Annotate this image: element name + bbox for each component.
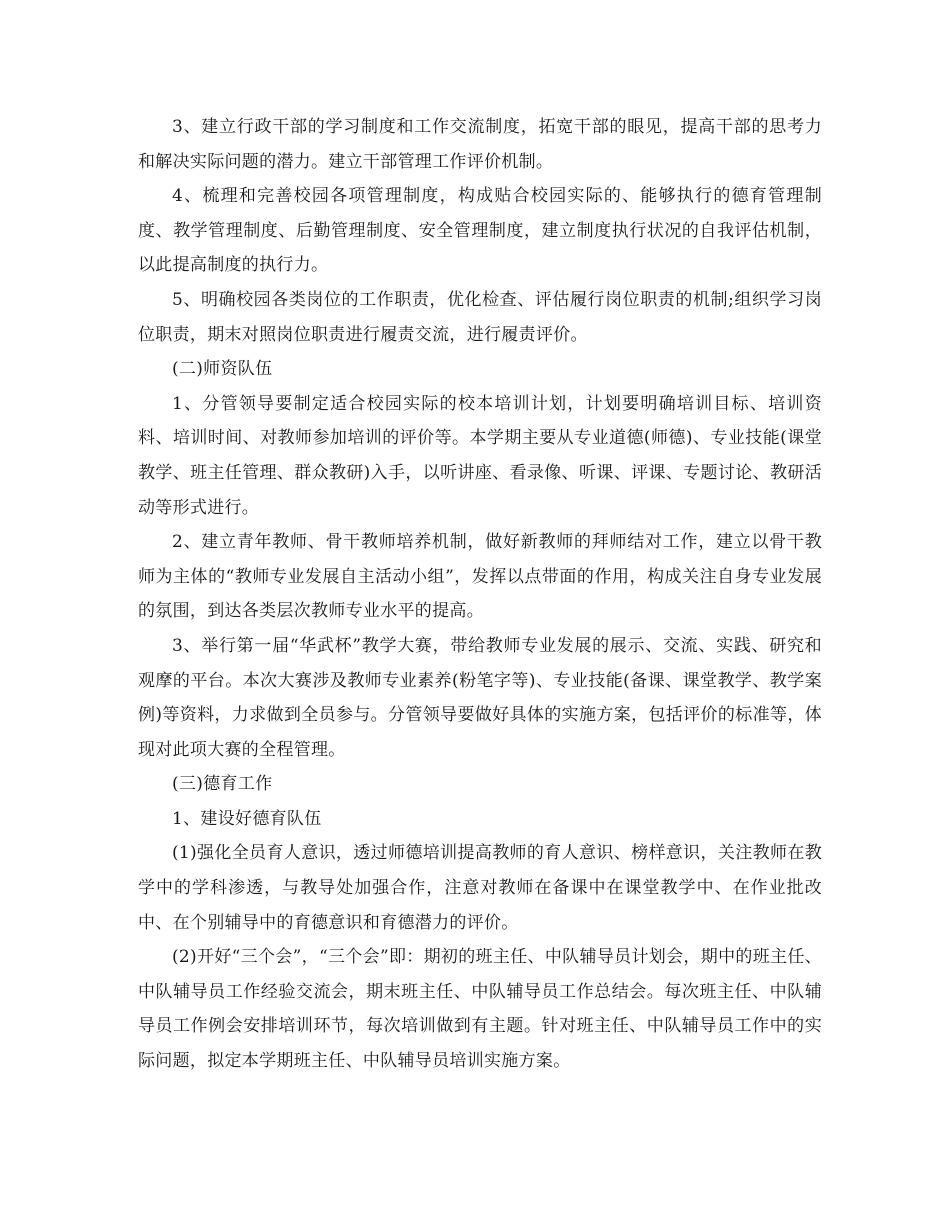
paragraph-young-teachers: 2、建立青年教师、骨干教师培养机制，做好新教师的拜师结对工作，建立以骨干教师为主体的“教师专业发展自主活动小组”，发挥以点带面的作用，构成关注自身专业发展的氛围，到达各类层次教师专业水平的提高。 <box>138 532 822 622</box>
paragraph-job-duties: 5、明确校园各类岗位的工作职责，优化检查、评估履行岗位职责的机制;组织学习岗位职责，期末对照岗位职责进行履责交流，进行履责评价。 <box>138 289 822 345</box>
paragraph-education-awareness: (1)强化全员育人意识，透过师德培训提高教师的育人意识、榜样意识，关注教师在教学中的学科渗透，与教导处加强合作，注意对教师在备课中在课堂教学中、在作业批改中、在个别辅导中的育德意识和育德潜力的评价。 <box>138 843 822 933</box>
subheading-moral-team: 1、建设好德育队伍 <box>172 808 322 829</box>
document-body <box>138 110 822 1079</box>
paragraph-admin-study: 3、建立行政干部的学习制度和工作交流制度，拓宽干部的眼见，提高干部的思考力和解决实际问题的潜力。建立干部管理工作评价机制。 <box>138 117 822 172</box>
paragraph-management-rules: 4、梳理和完善校园各项管理制度，构成贴合校园实际的、能够执行的德育管理制度、教学管理制度、后勤管理制度、安全管理制度，建立制度执行状况的自我评估机制，以此提高制度的执行力。 <box>138 186 822 276</box>
paragraph-teaching-contest: 3、举行第一届“华武杯”教学大赛，带给教师专业发展的展示、交流、实践、研究和观摩的平台。本次大赛涉及教师专业素养(粉笔字等)、专业技能(备课、课堂教学、教学案例)等资料，力求做到全员参与。分管领导要做好具体的实施方案，包括评价的标准等，体现对此项大赛的全程管理。 <box>138 635 822 760</box>
section-heading-teachers: (二)师资队伍 <box>172 359 273 380</box>
section-heading-moral-education: (三)德育工作 <box>172 774 273 795</box>
paragraph-training-plan: 1、分管领导要制定适合校园实际的校本培训计划，计划要明确培训目标、培训资料、培训时间、对教师参加培训的评价等。本学期主要从专业道德(师德)、专业技能(课堂教学、班主任管理、群众教研)入手，以听讲座、看录像、听课、评课、专题讨论、教研活动等形式进行。 <box>138 393 822 518</box>
paragraph-three-meetings: (2)开好“三个会”，“三个会”即：期初的班主任、中队辅导员计划会，期中的班主任、中队辅导员工作经验交流会，期末班主任、中队辅导员工作总结会。每次班主任、中队辅导员工作例会安排培训环节，每次培训做到有主题。针对班主任、中队辅导员工作中的实际问题，拟定本学期班主任、中队辅导员培训实施方案。 <box>138 947 822 1072</box>
